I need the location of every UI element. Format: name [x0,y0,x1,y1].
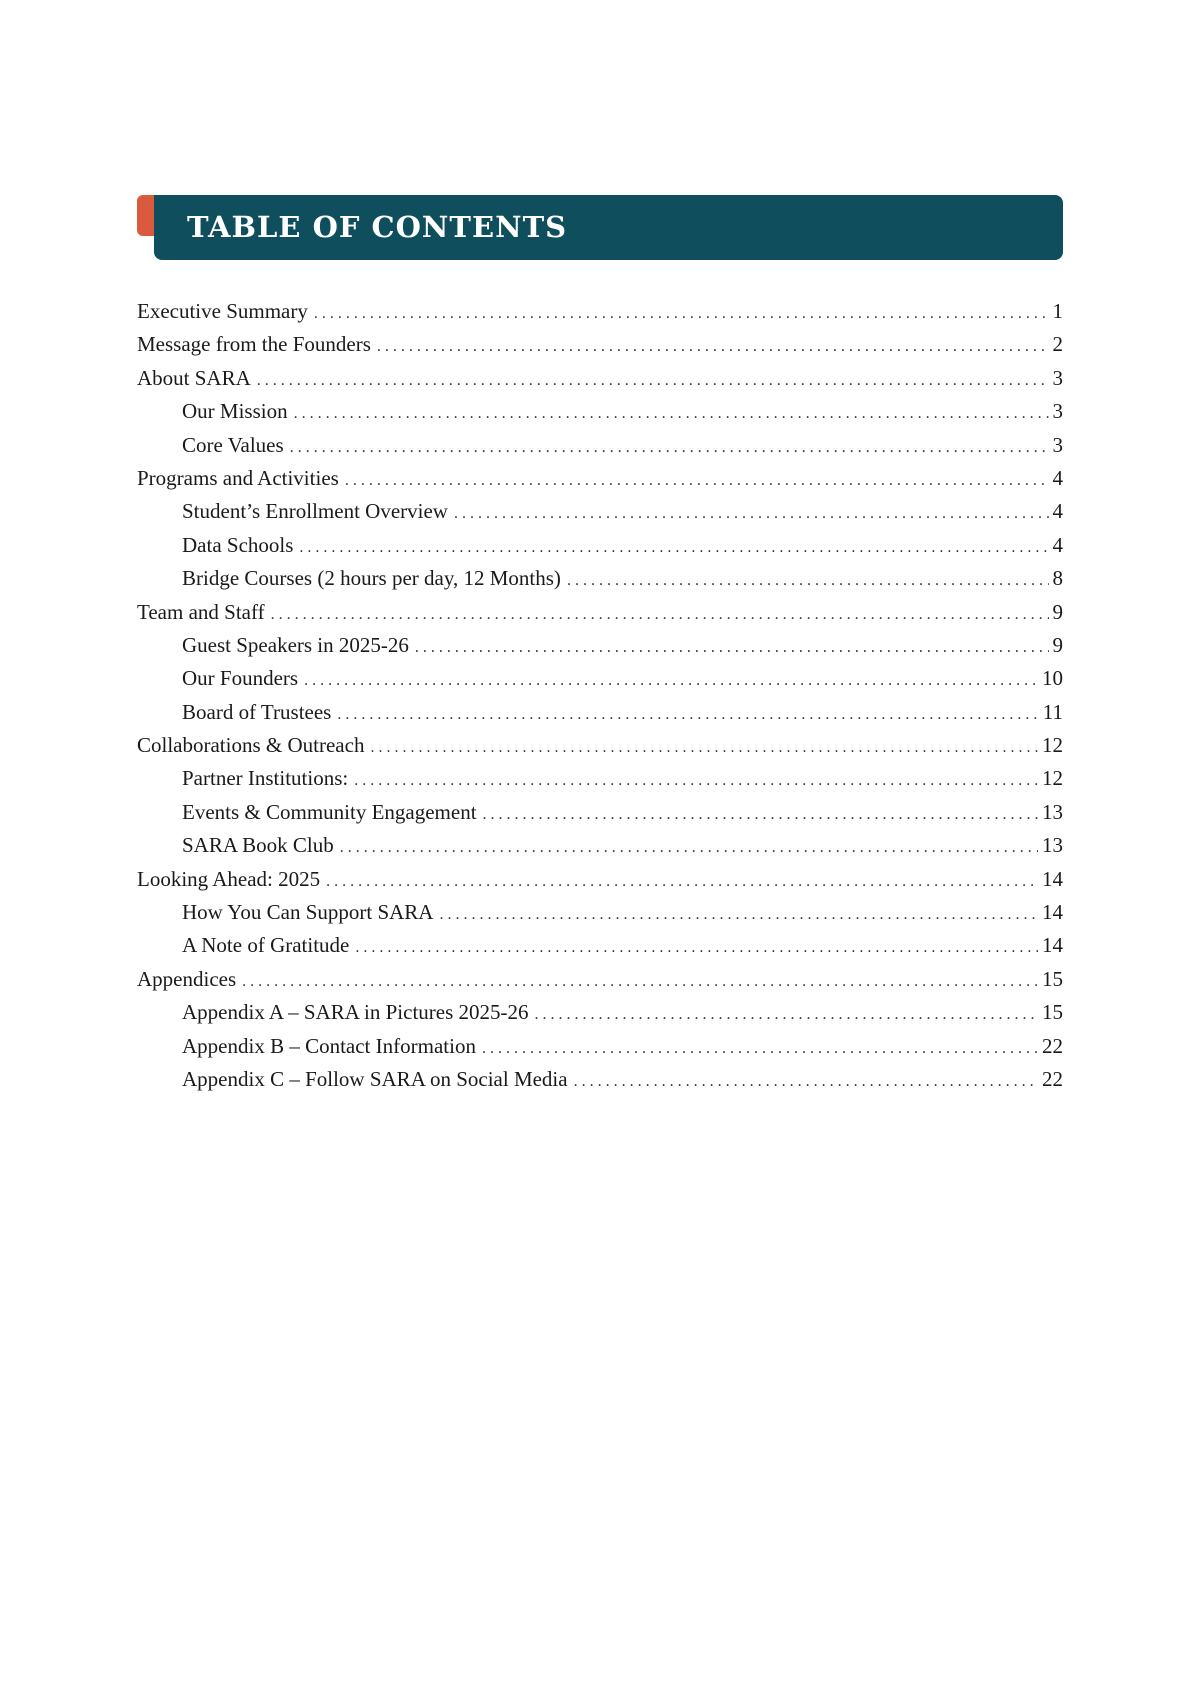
toc-entry-label: Looking Ahead: 2025 [137,866,321,891]
toc-subentry[interactable] [137,629,1063,662]
toc-page-number: 3 [1052,432,1063,457]
toc-entry-label: Partner Institutions: [182,766,349,791]
toc-subentry[interactable] [137,562,1063,595]
toc-page-number: 15 [1042,966,1063,991]
toc-entry-label: Team and Staff [137,599,265,624]
toc-page-number: 14 [1042,866,1063,891]
toc-dot-leader [454,495,1049,530]
toc-subentry[interactable] [137,495,1063,528]
toc-entry-label: Data Schools [182,532,294,557]
toc-dot-leader [482,1030,1038,1065]
toc-dot-leader [304,662,1038,697]
toc-dot-leader [299,529,1048,564]
toc-entry-label: How You Can Support SARA [182,900,434,925]
toc-page-number: 14 [1042,933,1063,958]
toc-entry-label: Core Values [182,432,284,457]
toc-entry[interactable] [137,362,1063,395]
toc-page-number: 3 [1052,365,1063,390]
toc-subentry[interactable] [137,662,1063,695]
toc-page-number: 1 [1052,299,1063,323]
toc-entry-label: Programs and Activities [137,465,339,490]
toc-dot-leader [370,729,1038,764]
toc-entry-label: About SARA [137,365,251,390]
toc-dot-leader [326,863,1038,898]
toc-subentry[interactable] [137,429,1063,462]
toc-subentry[interactable] [137,996,1063,1029]
toc-entry-label: Appendices [137,966,237,991]
toc-entry[interactable] [137,729,1063,762]
toc-dot-leader [574,1063,1038,1098]
toc-entry-label: A Note of Gratitude [182,933,350,958]
toc-entry[interactable] [137,596,1063,629]
toc-subentry[interactable] [137,829,1063,862]
page-title: TABLE OF CONTENTS [187,209,568,244]
toc-entry-label: Appendix B – Contact Information [182,1033,476,1058]
toc-dot-leader [242,963,1038,998]
toc-subentry[interactable] [137,929,1063,962]
toc-page-number: 12 [1042,766,1063,791]
toc-dot-leader [337,696,1038,731]
toc-dot-leader [567,562,1049,597]
toc-entry-label: Bridge Courses (2 hours per day, 12 Months) [182,566,561,591]
toc-subentry[interactable] [137,1030,1063,1063]
toc-entry-label: Message from the Founders [137,332,371,357]
toc-dot-leader [355,929,1038,964]
toc-page-number: 11 [1042,699,1063,724]
toc-dot-leader [345,462,1049,497]
toc-dot-leader [483,796,1038,831]
toc-dot-leader [271,596,1049,631]
toc-page-number: 15 [1042,1000,1063,1025]
toc-subentry[interactable] [137,395,1063,428]
toc-subentry[interactable] [137,529,1063,562]
toc-subentry[interactable] [137,762,1063,795]
toc-page-number: 3 [1052,399,1063,424]
toc-entry-label: Our Mission [182,399,288,424]
toc-page-number: 4 [1052,532,1063,557]
toc-entry-label: Executive Summary [137,299,308,323]
toc-entry[interactable] [137,462,1063,495]
toc-entry-label: Collaborations & Outreach [137,733,365,758]
toc-entry-label: Student’s Enrollment Overview [182,499,448,524]
toc-entry-label: Appendix C – Follow SARA on Social Media [182,1066,568,1091]
toc-entry[interactable] [137,963,1063,996]
toc-subentry[interactable] [137,696,1063,729]
toc-entry[interactable] [137,295,1063,328]
toc-page-number: 2 [1052,332,1063,357]
toc-page-number: 22 [1042,1033,1063,1058]
toc-page-number: 10 [1042,666,1063,691]
toc-dot-leader [294,395,1049,430]
toc-page-number: 12 [1042,733,1063,758]
toc-entry-label: Appendix A – SARA in Pictures 2025-26 [182,1000,529,1025]
toc-subentry[interactable] [137,896,1063,929]
toc-header [154,195,1063,260]
toc-page-number: 13 [1042,799,1063,824]
toc-entry-label: Board of Trustees [182,699,332,724]
toc-page-number: 4 [1052,465,1063,490]
toc-entry[interactable] [137,328,1063,361]
toc-entry-label: Events & Community Engagement [182,799,477,824]
toc-page-number: 13 [1042,833,1063,858]
table-of-contents [137,295,1063,1096]
toc-dot-leader [415,629,1049,664]
toc-page-number: 9 [1052,632,1063,657]
toc-subentry[interactable] [137,1063,1063,1096]
toc-dot-leader [439,896,1038,931]
toc-entry[interactable] [137,863,1063,896]
toc-entry-label: Guest Speakers in 2025-26 [182,632,409,657]
toc-entry-label: SARA Book Club [182,833,334,858]
toc-dot-leader [314,295,1049,330]
toc-dot-leader [340,829,1038,864]
toc-entry-label: Our Founders [182,666,299,691]
toc-dot-leader [535,996,1038,1031]
toc-dot-leader [290,429,1049,464]
toc-page-number: 9 [1052,599,1063,624]
toc-subentry[interactable] [137,796,1063,829]
toc-page-number: 8 [1052,566,1063,591]
toc-page-number: 22 [1042,1066,1063,1091]
toc-dot-leader [257,362,1049,397]
toc-page-number: 4 [1052,499,1063,524]
toc-dot-leader [354,762,1038,797]
toc-dot-leader [377,328,1049,363]
toc-page-number: 14 [1042,900,1063,925]
